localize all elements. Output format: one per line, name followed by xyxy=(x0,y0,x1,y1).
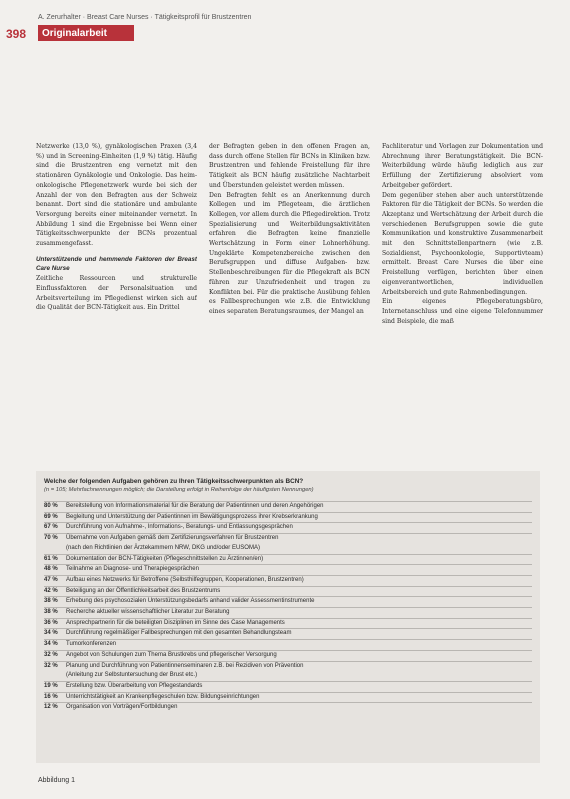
column-3 xyxy=(382,142,543,462)
row-percent: 42 % xyxy=(44,587,58,594)
row-percent xyxy=(44,671,66,681)
row-text: Bereitstellung von Informationsmaterial für die Beratung der Patientinnen und deren Angehörigen xyxy=(66,503,324,509)
row-text: Organisation von Vorträgen/Fortbildungen xyxy=(66,704,178,711)
row-text: Aufbau eines Netzwerks für Betroffene (Selbsthilfegruppen, Kooperationen, Brustzentren) xyxy=(66,576,304,583)
figure-row xyxy=(44,501,532,512)
row-percent: 67 % xyxy=(44,524,58,531)
column-2 xyxy=(209,142,370,462)
figure-row xyxy=(44,702,532,713)
figure-box xyxy=(36,471,540,763)
paragraph: Ein eigenes Pflegeberatungsbüro, Internetanschluss und eine eigene Telefonnummer sind Beispiele, die maß xyxy=(382,298,543,325)
figure-note: (n = 105; Mehrfachnennungen möglich; die Darstellung erfolgt in Reihenfolge der häufigsten Nennungen) xyxy=(44,487,314,493)
figure-row xyxy=(44,575,532,586)
figure-row xyxy=(44,607,532,618)
row-percent: 80 % xyxy=(44,503,58,509)
row-percent: 48 % xyxy=(44,566,58,573)
figure-row xyxy=(44,544,532,554)
row-percent: 34 % xyxy=(44,641,58,648)
figure-row xyxy=(44,628,532,639)
row-text: Teilnahme an Diagnose- und Therapiegesprächen xyxy=(66,566,199,573)
figure-row xyxy=(44,671,532,681)
figure-row xyxy=(44,618,532,629)
row-text: (Anleitung zur Selbstuntersuchung der Brust etc.) xyxy=(66,672,198,679)
row-text: Tumorkonferenzen xyxy=(66,641,117,648)
row-text: Planung und Durchführung von Patientinnenseminaren z.B. bei Rezidiven von Prävention xyxy=(66,662,304,669)
row-percent: 47 % xyxy=(44,576,58,583)
figure-row xyxy=(44,564,532,575)
row-text: Übernahme von Aufgaben gemäß dem Zertifizierungsverfahren für Brustzentren xyxy=(66,535,279,542)
figure-row xyxy=(44,522,532,533)
figure-row xyxy=(44,586,532,597)
figure-label: Abbildung 1 xyxy=(38,777,75,784)
row-percent xyxy=(44,544,66,554)
row-percent: 36 % xyxy=(44,619,58,626)
figure-row xyxy=(44,554,532,565)
figure-rows xyxy=(44,501,532,713)
section-rubric: Originalarbeit xyxy=(38,25,134,41)
paragraph: Den Befragten fehlt es an Anerkennung durch Kollegen und im Pflegeteam, die ärztlichen Kollegen, vor allem durch die Pflegedirektion. Trotz Spezialisierung und Weiterbildungsaktivitäten erfahren die Befragten keine finanzielle Wertschätzung in Form einer Lohnerhöhung. Ungeklärte Kompetenzbereiche zwischen den Berufsgruppen und diffuse Aufgaben- bzw. Stellenbeschreibungen für die Pflegekraft als BCN führen zur Unzufriedenheit und tragen zu Konflikten bei. Für die praktische Ausübung fehlen es Fallbesprechungen wie z.B. die Entwicklung eines separaten Beratungsraumes, der Mangel an xyxy=(209,191,370,315)
row-text: Beteiligung an der Öffentlichkeitsarbeit des Brustzentrums xyxy=(66,587,221,594)
row-percent: 16 % xyxy=(44,693,58,700)
figure-row xyxy=(44,650,532,661)
row-percent: 69 % xyxy=(44,513,58,520)
figure-row xyxy=(44,661,532,672)
row-percent: 32 % xyxy=(44,662,58,669)
row-percent: 34 % xyxy=(44,630,58,637)
figure-row xyxy=(44,639,532,650)
figure-title: Welche der folgenden Aufgaben gehören zu Ihren Tätigkeitsschwerpunkten als BCN? xyxy=(44,478,304,485)
paragraph: Fachliteratur und Vorlagen zur Dokumentation und Abrechnung ihrer Beratungstätigkeit. Die BCN-Weiterbildung würde häufig lediglich aus zur Erfüllung der Zertifizierung absolviert vom Arbeitgeber gefördert. xyxy=(382,143,543,189)
row-text: Erstellung bzw. Überarbeitung von Pflegestandards xyxy=(66,682,203,689)
row-percent: 38 % xyxy=(44,609,58,616)
row-percent: 32 % xyxy=(44,651,58,658)
page-number: 398 xyxy=(6,27,27,41)
row-text: Unterrichtstätigkeit an Krankenpflegeschulen bzw. Bildungseinrichtungen xyxy=(66,693,260,700)
row-percent: 38 % xyxy=(44,598,58,605)
row-text: Erhebung des psychosozialen Unterstützungsbedarfs anhand valider Assessmentinstrumente xyxy=(66,598,315,605)
running-head: A. Zerurhalter · Breast Care Nurses · Tätigkeitsprofil für Brustzentren xyxy=(38,14,252,21)
row-text: Dokumentation der BCN-Tätigkeiten (Pflegeschnittstellen zu Ärztinnen/en) xyxy=(66,555,264,562)
row-percent: 12 % xyxy=(44,704,58,711)
row-text: (nach den Richtlinien der Ärztekammern NRW, DKG und/oder EUSOMA) xyxy=(66,544,260,551)
row-text: Durchführung von Aufnahme-, Informations-, Beratungs- und Entlassungsgesprächen xyxy=(66,524,293,531)
paragraph: Netzwerke (13,0 %), gynäkologischen Praxen (3,4 %) und in Screening-Einheiten (1,9 %) tätig. Häufig sind die Brustzentren eng vernetzt mit den stationären Gynäkologie und Onkologie. Das heimonkologische Pflegenetzwerk wurde bei sich der Anzahl der von den Befragten aus der Schweiz benannt. Dort sind die stationäre und ambulante Versorgung bereits einer miteinander vernetzt. In Abbildung 1 sind die Ergebnisse bei Wenn einer Tätigkeitsschwerpunkte der BCNs prozentual zusammengefasst. xyxy=(36,143,197,248)
paragraph: Zeitliche Ressourcen und strukturelle Einflussfaktoren der Personalsituation und Arbeitsverteilung im Pflegedienst wirken sich auf die Qualität der BCN-Tätigkeit aus. Ein Drittel xyxy=(36,275,197,312)
figure-row xyxy=(44,533,532,544)
figure-row xyxy=(44,692,532,703)
figure-row xyxy=(44,596,532,607)
row-text: Begleitung und Unterstützung der Patientinnen im Bewältigungsprozess ihrer Krebserkrankung xyxy=(66,513,318,520)
paragraph: Dem gegenüber stehen aber auch unterstützende Faktoren für die Tätigkeit der BCNs. So werden die Akzeptanz und Wertschätzung der Arbeit durch die verschiedenen Berufsgruppen sowie die gute Kommunikation und konstruktive Zusammenarbeit mit den Schnittstellenpartnern (wie z.B. Sozialdienst, Psychoonkologie, Supportivteam) ermittelt. Breast Care Nurses die über eine Freistellung verfügen, berichten über einen eigenverantwortlichen, individuellen Arbeitsbereich und gute Rahmenbedingungen. xyxy=(382,191,543,296)
paragraph: der Befragten geben in den offenen Fragen an, dass durch offene Stellen für BCNs in Kliniken bzw. Brustzentren und fehlende Freistellung für ihre Tätigkeit als BCN häufig zusätzliche Nachtarbeit und Überstunden geleistet werden müssen. xyxy=(209,143,370,189)
row-text: Recherche aktueller wissenschaftlicher Literatur zur Beratung xyxy=(66,609,230,616)
row-text: Durchführung regelmäßiger Fallbesprechungen mit den gesamten Behandlungsteam xyxy=(66,630,292,637)
row-percent: 70 % xyxy=(44,535,58,542)
section-heading: Unterstützende und hemmende Faktoren der Breast Care Nurse xyxy=(36,255,197,273)
figure-row xyxy=(44,512,532,523)
row-percent: 61 % xyxy=(44,555,58,562)
row-text: Ansprechpartnerin für die beteiligten Disziplinen im Sinne des Case Managements xyxy=(66,619,285,626)
row-percent: 19 % xyxy=(44,682,58,689)
column-1 xyxy=(36,142,197,462)
row-text: Angebot von Schulungen zum Thema Brustkrebs und pflegerischer Versorgung xyxy=(66,651,277,658)
article-columns xyxy=(36,142,543,462)
figure-row xyxy=(44,681,532,692)
